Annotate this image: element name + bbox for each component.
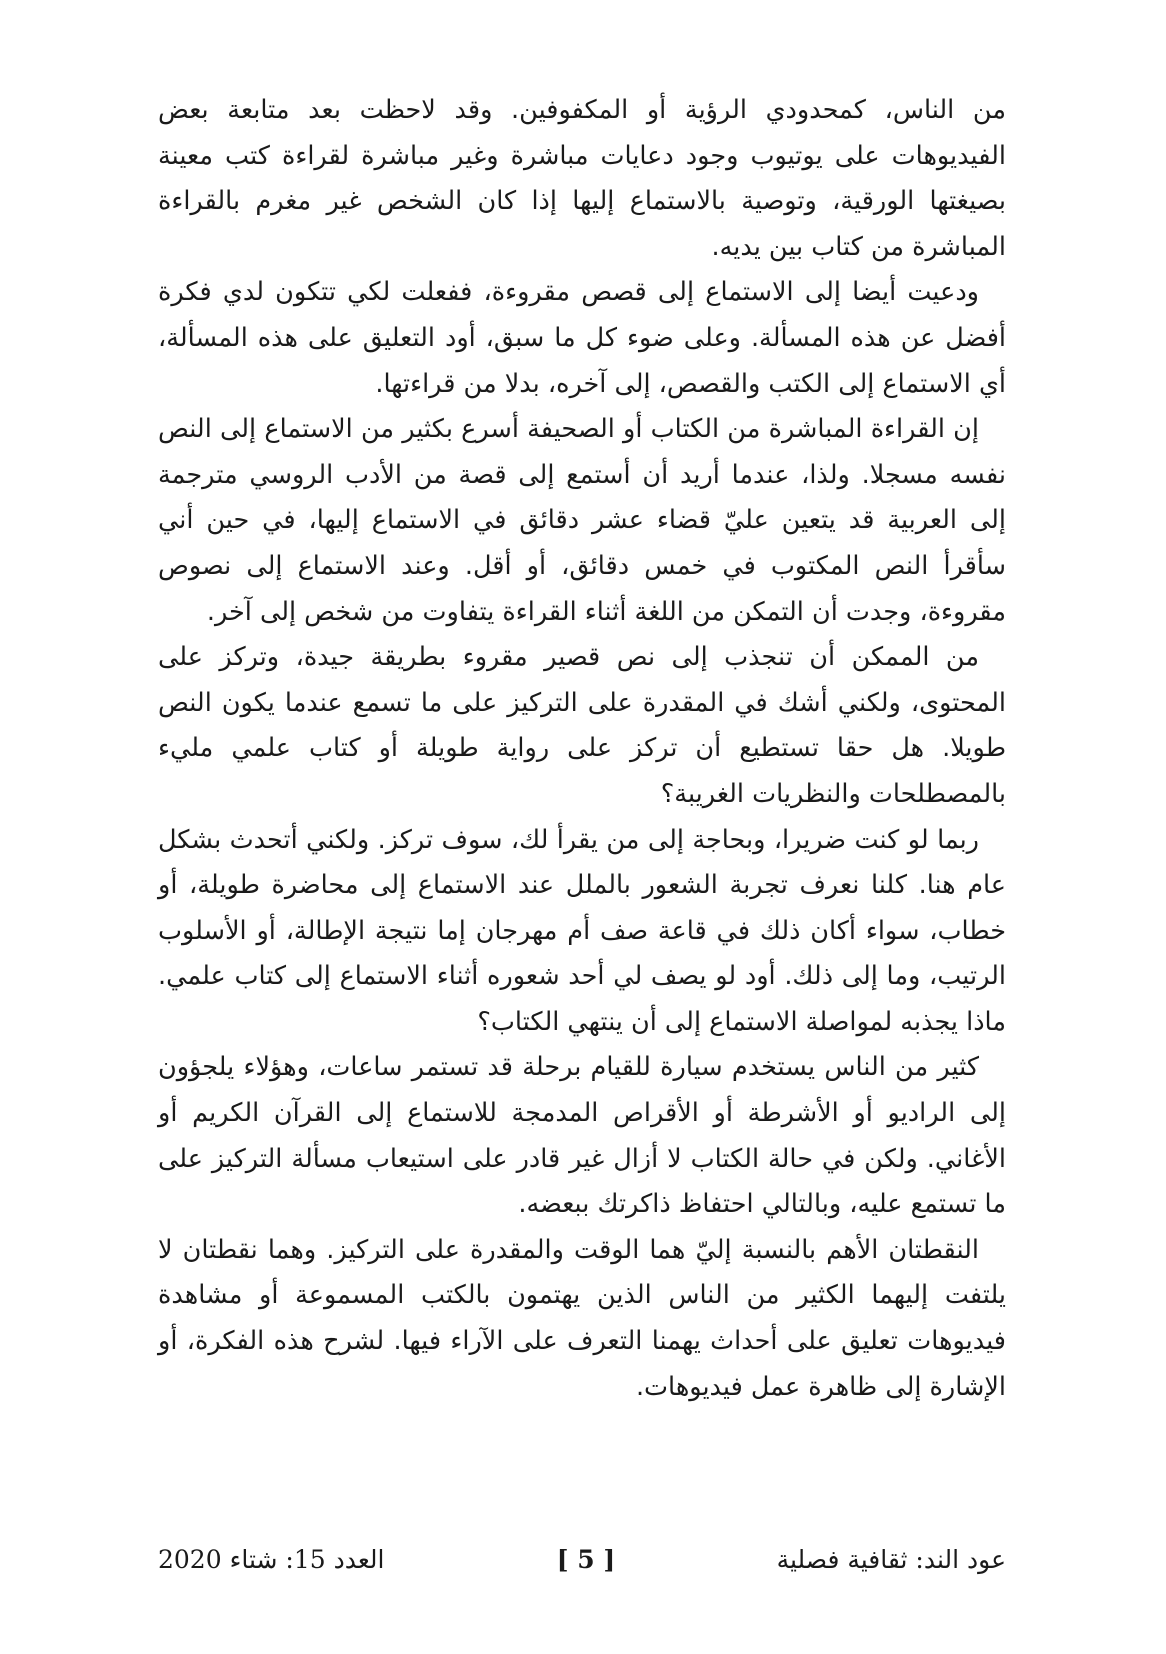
paragraph: ودعيت أيضا إلى الاستماع إلى قصص مقروءة، ففعلت لكي تتكون لدي فكرة أفضل عن هذه المسألة. وعلى ضوء كل ما سبق، أود التعليق على هذه المسألة، أي الاستماع إلى الكتب والقصص، إلى آخره، بدلا من قراءتها.: [158, 277, 1006, 399]
page-footer: [158, 1540, 1006, 1580]
paragraph-continuation: من الناس، كمحدودي الرؤية أو المكفوفين. وقد لاحظت بعد متابعة بعض الفيديوهات على يوتيوب وجود دعايات مباشرة وغير مباشرة لقراءة كتب معينة بصيغتها الورقية، وتوصية بالاستماع إليها إذا كان الشخص غير مغرم بالقراءة المباشرة من كتاب بين يديه.: [158, 95, 1006, 262]
page-number: [ 5 ]: [556, 1545, 616, 1574]
article-body: [158, 88, 1006, 1410]
paragraph: إن القراءة المباشرة من الكتاب أو الصحيفة أسرع بكثير من الاستماع إلى النص نفسه مسجلا. ولذا، عندما أريد أن أستمع إلى قصة من الأدب الروسي مترجمة إلى العربية قد يتعين عليّ قضاء عشر دقائق في الاستماع إليها، في حين أني سأقرأ النص المكتوب في خمس دقائق، أو أقل. وعند الاستماع إلى نصوص مقروءة، وجدت أن التمكن من اللغة أثناء القراءة يتفاوت من شخص إلى آخر.: [158, 414, 1006, 627]
journal-name: عود الند: ثقافية فصلية: [776, 1545, 1006, 1574]
paragraph: النقطتان الأهم بالنسبة إليّ هما الوقت والمقدرة على التركيز. وهما نقطتان لا يلتفت إليهما الكثير من الناس الذين يهتمون بالكتب المسموعة أو مشاهدة فيديوهات تعليق على أحداث يهمنا التعرف على الآراء فيها. لشرح هذه الفكرة، أو الإشارة إلى ظاهرة عمل فيديوهات.: [158, 1234, 1006, 1402]
paragraph: ربما لو كنت ضريرا، وبحاجة إلى من يقرأ لك، سوف تركز. ولكني أتحدث بشكل عام هنا. كلنا نعرف تجربة الشعور بالملل عند الاستماع إلى محاضرة طويلة، أو خطاب، سواء أكان ذلك في قاعة صف أم مهرجان إما نتيجة الإطالة، أو الأسلوب الرتيب، وما إلى ذلك. أود لو يصف لي أحد شعوره أثناء الاستماع إلى كتاب علمي. ماذا يجذبه لمواصلة الاستماع إلى أن ينتهي الكتاب؟: [158, 824, 1006, 1037]
paragraph: كثير من الناس يستخدم سيارة للقيام برحلة قد تستمر ساعات، وهؤلاء يلجؤون إلى الراديو أو الأشرطة أو الأقراص المدمجة للاستماع إلى القرآن الكريم أو الأغاني. ولكن في حالة الكتاب لا أزال غير قادر على استيعاب مسألة التركيز على ما تستمع عليه، وبالتالي احتفاظ ذاكرتك ببعضه.: [158, 1052, 1006, 1220]
paragraph: من الممكن أن تنجذب إلى نص قصير مقروء بطريقة جيدة، وتركز على المحتوى، ولكني أشك في المقدرة على التركيز على ما تسمع عندما يكون النص طويلا. هل حقا تستطيع أن تركز على رواية طويلة أو كتاب علمي مليء بالمصطلحات والنظريات الغريبة؟: [158, 642, 1006, 809]
issue-info: العدد 15: شتاء 2020: [158, 1545, 385, 1574]
